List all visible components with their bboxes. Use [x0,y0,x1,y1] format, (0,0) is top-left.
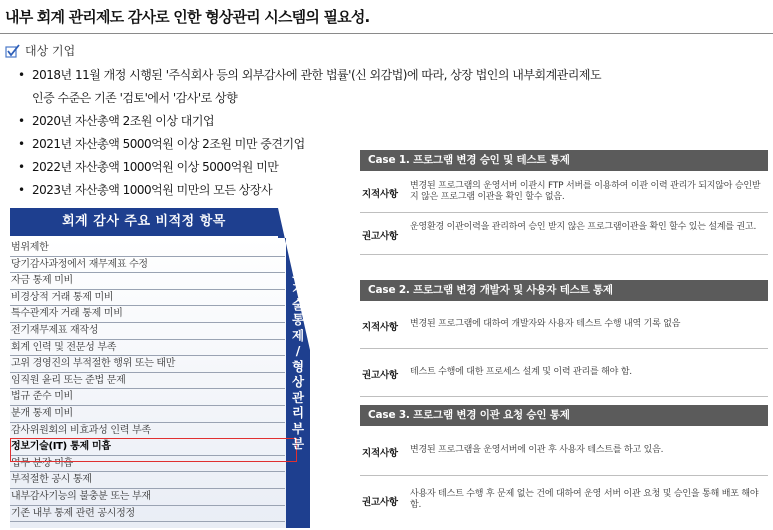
case-recommendation [360,349,768,397]
vertical-label-char: 상 [291,374,305,389]
vertical-label-char: 보 [291,265,305,281]
recommend-text: 테스트 수행에 대한 프로세스 설계 및 이력 관리를 해야 함. [410,367,632,377]
finding-text: 변경된 프로그램에 대하여 개발자와 사용자 테스트 수행 내역 기록 없음 [410,319,681,329]
vertical-label-char: 제 [291,327,305,343]
recommend-label: 권고사항 [362,370,398,381]
bullet-item: • 2023년 자산총액 1000억원 미만의 모든 상장사 [18,183,273,197]
case-title: Case 3. 프로그램 변경 이관 요청 승인 통제 [360,405,768,426]
audit-item: 회계 인력 및 전문성 부족 [10,340,285,357]
vertical-label-char: 정 [291,250,305,265]
case-1 [360,150,768,255]
finding-label: 지적사항 [362,189,398,200]
vertical-label-char: 관 [291,389,305,405]
audit-item: 전기재무제표 재작성 [10,323,285,340]
audit-item-highlighted: 정보기술(IT) 통제 미흡 [10,439,285,456]
audit-item: 자금 통제 미비 [10,273,285,290]
case-title: Case 1. 프로그램 변경 승인 및 테스트 통제 [360,150,768,171]
recommend-text: 사용자 테스트 수행 후 문제 없는 건에 대하여 운영 서버 이관 요청 및 승인을 통해 배포 해야 함. [410,489,759,510]
audit-item: 분개 통제 미비 [10,406,285,423]
audit-item: 비경상적 거래 통제 미비 [10,290,285,307]
audit-item-list [10,240,285,522]
recommend-label: 권고사항 [362,497,398,508]
case-finding [360,426,768,476]
audit-item: 임직원 윤리 또는 준법 문제 [10,373,285,390]
title-divider [0,33,773,34]
bullet-item: • 2018년 11월 개정 시행된 '주식회사 등의 외부감사에 관한 법률'(신 외감법)에 따라, 상장 법인의 내부회계관리제도 [18,68,602,82]
target-heading [5,42,75,59]
checkbox-check-icon [5,44,21,58]
vertical-label-char: / [295,343,301,358]
case-finding [360,301,768,349]
finding-text: 변경된 프로그램을 운영서버에 이관 후 사용자 테스트를 하고 있음. [410,445,664,455]
audit-item: 범위제한 [10,240,285,257]
recommend-text: 운영환경 이관이력을 관리하여 승인 받지 않은 프로그램이관을 확인 할수 있는 설계를 권고. [410,222,757,232]
vertical-label [287,250,309,452]
case-recommendation [360,476,768,526]
audit-item: 특수관계자 거래 통제 미비 [10,306,285,323]
vertical-label-char: 술 [291,296,305,312]
audit-item: 업무 분장 미흡 [10,456,285,473]
case-recommendation [360,213,768,255]
case-2 [360,280,768,397]
bullet-item-continuation: 인증 수준은 기존 '검토'에서 '감사'로 상향 [32,91,238,105]
case-title: Case 2. 프로그램 변경 개발자 및 사용자 테스트 통제 [360,280,768,301]
vertical-label-char: 통 [291,312,305,327]
target-label: 대상 기업 [25,44,76,58]
vertical-label-char: 분 [291,436,305,451]
audit-item: 내부감사기능의 불충분 또는 부재 [10,489,285,506]
vertical-label-char: 형 [291,358,305,374]
page-title: 내부 회계 관리제도 감사로 인한 형상관리 시스템의 필요성. [5,8,370,26]
highlight-box [10,438,297,462]
finding-label: 지적사항 [362,322,398,333]
audit-item: 기존 내부 통제 관련 공시정정 [10,506,285,523]
audit-item: 고위 경영진의 부적절한 행위 또는 태만 [10,356,285,373]
case-3 [360,405,768,526]
audit-item: 법규 준수 미비 [10,389,285,406]
bullet-item: • 2021년 자산총액 5000억원 이상 2조원 미만 중견기업 [18,137,305,151]
vertical-label-char: 기 [291,281,305,296]
audit-item: 감사위원회의 비효과성 인력 부족 [10,423,285,440]
audit-panel [10,208,310,528]
finding-label: 지적사항 [362,448,398,459]
audit-item: 부적절한 공시 통제 [10,472,285,489]
case-finding [360,171,768,213]
vertical-label-char: 부 [291,420,305,436]
audit-title: 회계 감사 주요 비적정 항목 [62,214,226,229]
bullet-item: • 2020년 자산총액 2조원 이상 대기업 [18,114,215,128]
audit-item: 당기감사과정에서 재무제표 수정 [10,257,285,274]
vertical-label-char: 리 [291,405,305,420]
recommend-label: 권고사항 [362,231,398,242]
finding-text: 변경된 프로그램의 운영서버 이관시 FTP 서버를 이용하여 이관 이력 관리가 되지않아 승인받지 않은 프로그램 이관을 확인 할수 없음. [410,181,761,202]
bullet-item: • 2022년 자산총액 1000억원 이상 5000억원 미만 [18,160,279,174]
